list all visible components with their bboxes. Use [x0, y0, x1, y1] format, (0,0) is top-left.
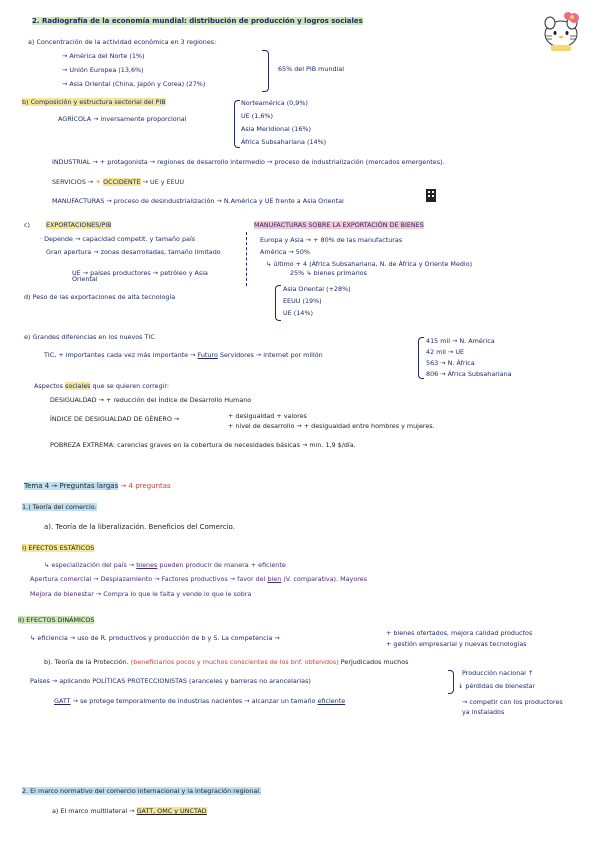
point-a-label: a) Concentración de la actividad económica en 3 regiones: — [28, 38, 217, 46]
gatt-line: GATT → se protege temporalmente de industrias nacientes → alcanzar un tamaño eficiente — [54, 697, 346, 705]
gatt-tail: → competir con los productores ya instalados — [462, 698, 563, 716]
brace — [262, 50, 269, 92]
exportaciones-title: EXPORTACIONES/PIB — [46, 221, 112, 229]
section-title-2: 2. El marco normativo del comercio internacional y la integración regional. — [22, 787, 262, 795]
point-e-label: e) Grandes diferencias en los nuevos TIC — [24, 333, 155, 341]
brace — [418, 337, 424, 379]
agricola-item: UE (1,6%) — [241, 112, 273, 120]
industrial-line: INDUSTRIAL → + protagonista → regiones de desarrollo intermedio → proceso de industrialización (mercados emergentes). — [52, 158, 445, 166]
servicios-line: SERVICIOS → ☀ OCCIDENTE → UE y EEUU — [52, 178, 185, 186]
proteccion-line: b). Teoría de la Protección. (beneficiarios pocos y muchos conscientes de los bnf. obtenidos) Perjudicados muchos — [44, 658, 409, 666]
region-item: → Unión Europea (13,6%) — [62, 66, 144, 74]
manuf-item: ↳ último + 4 (África Subsahariana, N. de África y Oriente Medio) — [266, 260, 473, 268]
hello-kitty-sticker-icon — [536, 8, 586, 52]
tic-item: 563 → N. África — [426, 359, 475, 367]
genero-item: + nivel de desarrollo → + desigualdad entre hombres y mujeres. — [228, 422, 435, 430]
d-item: EEUU (19%) — [283, 297, 322, 305]
region-total: 65% del PIB mundial — [278, 65, 345, 73]
tic-line: TIC, + importantes cada vez más importante → Futuro Servidores → internet por millón — [44, 351, 323, 359]
point-d-label: d) Peso de las exportaciones de alta tecnología — [24, 293, 176, 301]
estatico-item: Apertura comercial → Desplazamiento → Factores productivos → favor del bien (V. comparativa). Mayores — [30, 575, 367, 583]
export-item: UE → países productores → petróleo y Asia Oriental — [72, 269, 208, 284]
divider — [246, 232, 247, 286]
manufacturas-line: MANUFACTURAS → proceso de desindustrialización → N.América y UE frente a Asia Oriental — [52, 197, 344, 205]
manuf-item: Europa y Asia → + 80% de las manufacturas — [260, 236, 403, 244]
agricola-item: África Subsahariana (14%) — [241, 138, 327, 146]
desigualdad-line: DESIGUALDAD → + reducción del Índice de Desarrollo Humano — [50, 396, 252, 404]
aspectos-line: Aspectos sociales que se quieren corregir: — [34, 382, 170, 390]
dinamico-subitem: + gestión empresarial y nuevas tecnologías — [386, 640, 527, 648]
manufacturas-exp-title: MANUFACTURAS SOBRE LA EXPORTACIÓN DE BIENES — [254, 221, 424, 229]
agricola-item: Norteamérica (0,9%) — [241, 99, 308, 107]
genero-item: + desigualdad + valores — [228, 412, 307, 420]
paises-line: Países → aplicando POLÍTICAS PROTECCIONISTAS (aranceles y barreras no arancelarias) — [30, 677, 311, 685]
point-b-label: b) Composición y estructura sectorial del PIB — [22, 98, 166, 106]
paises-item: ↓ pérdidas de bienestar — [458, 682, 536, 690]
estatico-item: Mejora de bienestar → Compra lo que le falta y vende lo que le sobra — [30, 590, 252, 598]
efectos-dinamicos-title: II) EFECTOS DINÁMICOS — [18, 616, 95, 624]
agricola-line: AGRÍCOLA → inversamente proporcional — [58, 115, 187, 123]
brace — [448, 670, 454, 694]
region-item: → Asia Oriental (China, Japón y Corea) (27%) — [62, 80, 206, 88]
tema-line: Tema 4 → Preguntas largas → 4 preguntas — [24, 482, 171, 490]
region-item: → América del Norte (1%) — [62, 52, 145, 60]
export-item: · Depende → capacidad competit. y tamaño país — [40, 235, 196, 243]
paises-item: Producción nacional ↑ — [462, 669, 534, 677]
building-icon — [425, 188, 437, 202]
tic-item: 806 → África Subsahariana — [426, 370, 512, 378]
tic-item: 42 mil → UE — [426, 348, 465, 356]
section-title: 2. Radiografía de la economía mundial: distribución de producción y logros sociales — [32, 17, 363, 25]
point-c-label: c) — [24, 221, 31, 229]
export-item: Gran apertura → zonas desarrolladas, tamaño limitado — [46, 248, 221, 256]
agricola-item: Asia Meridional (16%) — [241, 125, 311, 133]
brace — [275, 285, 281, 321]
pobreza-line: POBREZA EXTREMA: carencias graves en la cobertura de necesidades básicas → min. 1,9 $/día. — [50, 441, 356, 449]
marco-line: a) El marco multilateral → GATT, OMC y UNCTAD — [52, 807, 207, 815]
d-item: Asia Oriental (+28%) — [283, 285, 351, 293]
manuf-item: 25% ↳ bienes primarios — [290, 269, 367, 277]
teoria-liberalizacion: a). Teoría de la liberalización. Beneficios del Comercio. — [44, 523, 235, 531]
estatico-item: ↳ especialización del país → bienes pueden producir de manera + eficiente — [44, 561, 286, 569]
tic-item: 415 mil → N. América — [426, 337, 495, 345]
efectos-estaticos-title: I) EFECTOS ESTÁTICOS — [22, 544, 95, 552]
dinamico-subitem: + bienes ofertados, mejora calidad productos — [386, 629, 533, 637]
manuf-item: América → 50% — [260, 248, 310, 256]
brace — [234, 100, 240, 148]
dinamico-item: ↳ eficiencia → uso de R. productivos y producción de b y S. La competencia → — [30, 634, 280, 642]
d-item: UE (14%) — [283, 309, 313, 317]
teoria-comercio: 1.) Teoría del comercio. — [22, 503, 97, 511]
genero-line: ÍNDICE DE DESIGUALDAD DE GÉNERO → — [50, 415, 180, 423]
